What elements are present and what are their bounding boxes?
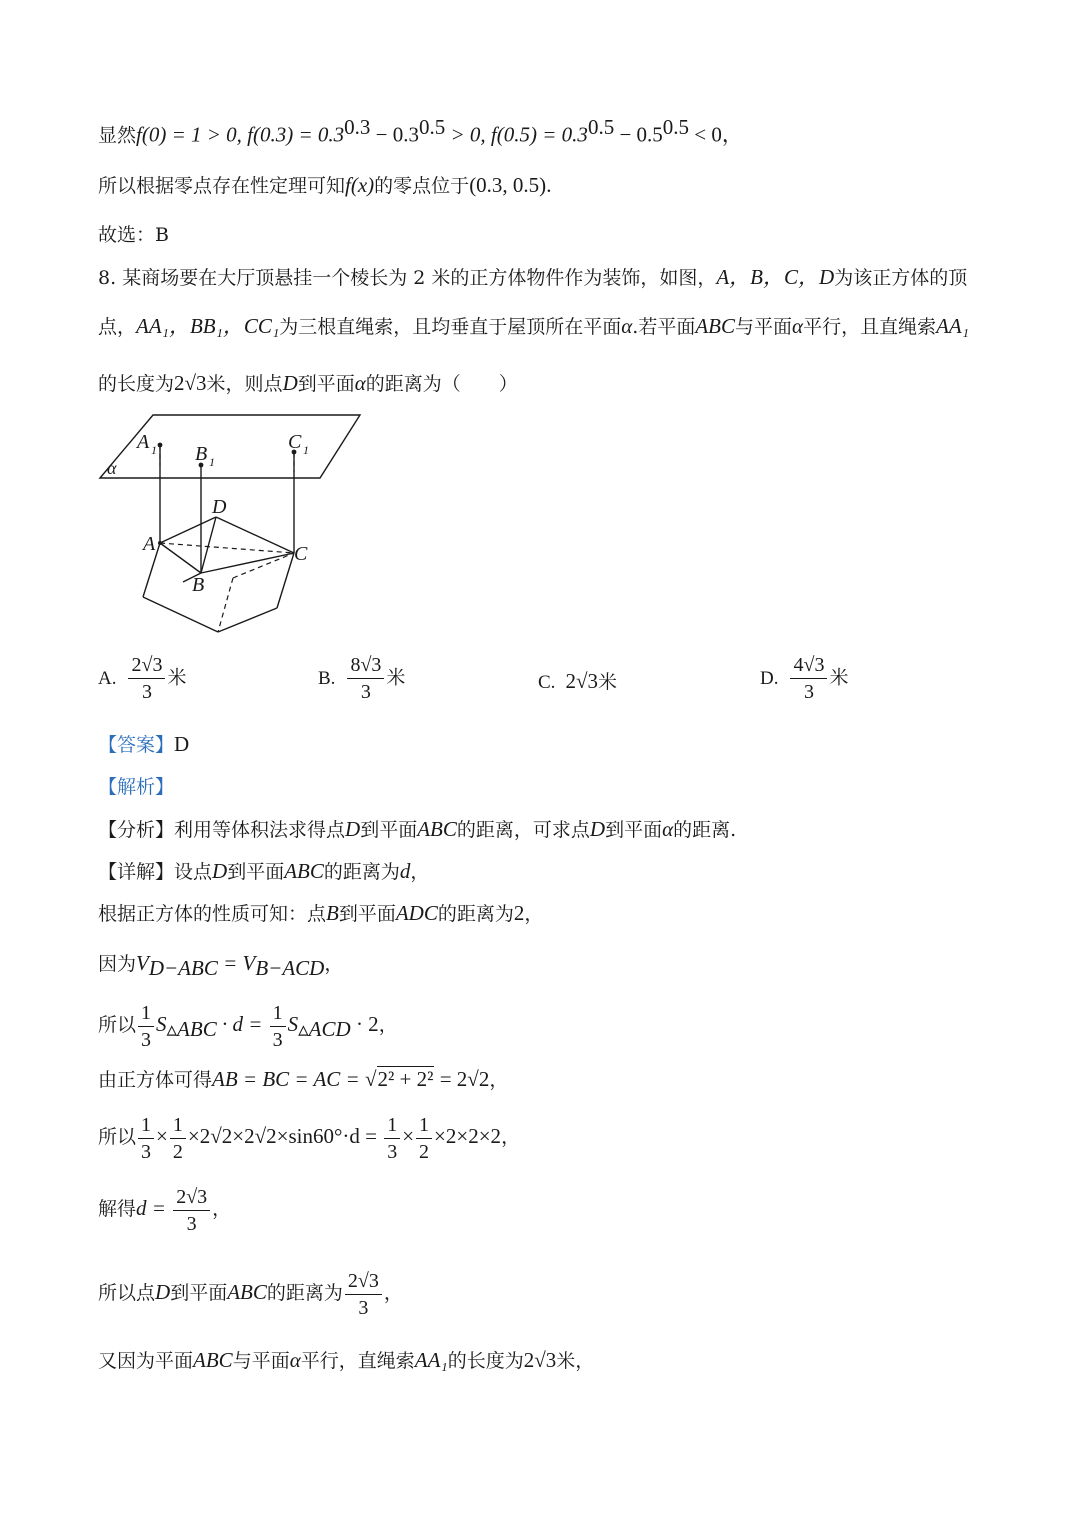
text: 的长度为 <box>447 1350 524 1372</box>
math-var: ADC <box>395 901 438 925</box>
math-expr: = 2√2 <box>434 1067 490 1091</box>
text: 的距离. <box>673 819 737 841</box>
math-expr: AB = BC = AC = <box>212 1067 365 1091</box>
xiangjie-tag: 【详解】 <box>98 861 175 883</box>
text: 米， <box>556 1350 595 1372</box>
math-var: B <box>326 901 339 925</box>
math-expr: − 0.3 <box>370 122 420 147</box>
text: ， <box>410 861 430 883</box>
math-var: α <box>792 314 804 338</box>
option-value: 2√3 <box>565 669 598 693</box>
math-expr: > 0, f(0.5) = 0.3 <box>445 122 588 147</box>
text: 到平面 <box>170 1282 228 1304</box>
step-1 <box>98 898 543 929</box>
radicand: 2² + 2² <box>377 1067 434 1091</box>
math-var: D <box>282 371 298 395</box>
question-line-1 <box>98 262 967 293</box>
denominator: 3 <box>803 681 814 703</box>
label-alpha: α <box>107 458 117 478</box>
text: 所以 <box>98 1126 137 1148</box>
text: 的零点位于 <box>374 175 470 197</box>
denominator: 3 <box>358 1296 369 1319</box>
text: 因为 <box>98 953 137 975</box>
answer-tag: 【答案】 <box>98 734 175 756</box>
label-b1: B <box>195 443 208 465</box>
math-var: α <box>289 1348 301 1372</box>
math-expr: · 2 <box>350 1012 379 1036</box>
option-value <box>790 652 827 705</box>
step-6 <box>98 1178 231 1239</box>
option-unit: 米 <box>386 666 406 689</box>
label-c1-sub: 1 <box>303 443 309 457</box>
numerator: 1 <box>270 1000 286 1027</box>
fraction <box>138 1000 154 1053</box>
numerator: 4√3 <box>790 652 827 679</box>
math-var: ABC <box>417 817 457 841</box>
text: ， <box>501 1126 521 1148</box>
math-var: ABC <box>284 859 324 883</box>
text: 所以 <box>98 1014 137 1036</box>
denominator: 3 <box>141 1140 152 1163</box>
text: ， <box>489 1069 509 1091</box>
edge-bottom-right <box>218 608 277 632</box>
label-c1: C <box>288 431 302 453</box>
text: 的距离为 <box>437 903 514 925</box>
label-c: C <box>294 543 308 565</box>
fenxi-tag: 【分析】 <box>98 819 175 841</box>
numerator: 8√3 <box>347 652 384 679</box>
math-expr: f(x) <box>345 173 375 197</box>
step-8 <box>98 1345 594 1376</box>
math-var: α <box>662 817 674 841</box>
edge-ab <box>160 543 201 573</box>
numerator: 1 <box>138 1000 154 1027</box>
numerator: 1 <box>170 1112 186 1139</box>
math-value: 2√3 <box>174 371 207 395</box>
question-line-2 <box>98 311 969 342</box>
proof-line-2 <box>98 170 551 201</box>
label-a1-sub: 1 <box>151 443 157 457</box>
text: 的长度为 <box>98 373 175 395</box>
text: 点， <box>98 316 137 338</box>
text: ， <box>383 1282 403 1304</box>
math-var: AA₁ <box>414 1348 448 1372</box>
math-expr: f(0) = 1 > 0, f(0.3) = 0.3 <box>136 122 345 147</box>
option-unit: 米 <box>597 671 617 693</box>
option-label: D. <box>760 667 779 689</box>
exponent: 0.5 <box>662 115 690 139</box>
exponent: 0.5 <box>419 115 446 139</box>
text: ， <box>378 1014 398 1036</box>
math-expr: − 0.5 <box>614 122 663 147</box>
math-vars: A，B，C，D <box>716 265 835 289</box>
hidden-center-c <box>233 553 294 578</box>
math-var: D <box>155 1280 171 1304</box>
text: 到平面 <box>360 819 418 841</box>
text: 由正方体可得 <box>98 1069 213 1091</box>
text: 所以根据零点存在性定理可知 <box>98 175 346 197</box>
text: 平行，且直绳索 <box>803 316 937 338</box>
math-var: ABC <box>193 1348 233 1372</box>
text: .若平面 <box>632 316 696 338</box>
text: 与平面 <box>735 316 793 338</box>
question-number: 8. <box>98 267 117 289</box>
fraction <box>270 1000 286 1053</box>
proof-line-1 <box>98 112 743 150</box>
numerator: 1 <box>416 1112 432 1139</box>
numerator: 2√3 <box>128 652 165 679</box>
math-expr: = V <box>217 951 256 975</box>
math-expr: · d = <box>216 1012 268 1036</box>
denominator: 3 <box>360 681 371 703</box>
edge-c-down <box>277 553 294 608</box>
denominator: 2 <box>419 1140 430 1163</box>
step-7 <box>98 1262 403 1323</box>
answer-value: D <box>174 732 190 756</box>
answer-line <box>98 729 189 760</box>
edge-ad <box>160 517 216 543</box>
math-var: D <box>345 817 361 841</box>
text: 与平面 <box>232 1350 290 1372</box>
numerator: 2√3 <box>173 1184 210 1211</box>
fraction <box>416 1112 432 1165</box>
analysis-tag: 【解析】 <box>98 776 175 798</box>
label-a1: A <box>137 431 150 453</box>
text: 又因为平面 <box>98 1350 194 1372</box>
math-var: AA₁ <box>936 314 970 338</box>
hidden-ac <box>160 543 294 553</box>
math-expr: < 0， <box>689 122 743 147</box>
fraction <box>138 1112 154 1165</box>
text: 利用等体积法求得点 <box>174 819 346 841</box>
exponent: 0.3 <box>344 115 371 139</box>
numerator: 1 <box>138 1112 154 1139</box>
edge-bottom-left <box>143 597 218 632</box>
option-label: B. <box>318 667 336 689</box>
xiangjie-line <box>98 856 429 887</box>
text: 某商场要在大厅顶悬挂一个棱长为 2 米的正方体物件作为装饰，如图， <box>122 267 717 289</box>
math-expr: ×2√2×2√2×sin60°·d = <box>187 1124 383 1148</box>
hidden-center-down <box>218 578 233 632</box>
math-var: ABC <box>695 314 736 338</box>
option-unit: 米 <box>167 666 187 689</box>
edge-db <box>201 517 216 573</box>
step-5: 所以 $\frac{1}{3}$ × $\frac{1}{2}$ ×2√2×2√2×sin60°·d = $\frac{1}{3}$ × $\frac{1}{2}$ ×2×2×2， <box>98 1113 521 1163</box>
text: 的距离为 <box>266 1282 343 1304</box>
text: 到平面 <box>297 373 355 395</box>
text: 根据正方体的性质可知：点 <box>98 903 327 925</box>
denominator: 3 <box>272 1028 283 1051</box>
text: 平行，直绳索 <box>300 1350 415 1372</box>
point-a1 <box>158 443 163 448</box>
option-value <box>128 652 165 705</box>
denominator: 2 <box>172 1140 183 1163</box>
fraction <box>345 1268 382 1321</box>
text: 到平面 <box>338 903 396 925</box>
text: 设点 <box>174 861 213 883</box>
step-2 <box>98 948 343 983</box>
option-unit: 米 <box>829 666 849 689</box>
denominator: 3 <box>186 1212 197 1235</box>
point-a <box>158 541 162 545</box>
math-var: α <box>354 371 366 395</box>
fraction <box>384 1112 400 1165</box>
text: ， <box>324 953 344 975</box>
cube-figure <box>95 410 370 640</box>
fraction <box>170 1112 186 1165</box>
text: 为该正方体的顶 <box>834 267 968 289</box>
option-d[interactable] <box>760 652 848 705</box>
math-value: 2√3 <box>523 1348 557 1372</box>
label-b1-sub: 1 <box>209 455 215 469</box>
question-line-3 <box>98 368 518 399</box>
text: 显然 <box>98 124 137 147</box>
math-var: D <box>589 817 606 841</box>
fraction <box>173 1184 210 1237</box>
option-c[interactable] <box>538 667 617 694</box>
math-var: S <box>156 1012 167 1036</box>
step-3 <box>98 994 398 1059</box>
math-expr: d = <box>136 1196 172 1220</box>
numerator: 1 <box>384 1112 400 1139</box>
option-b[interactable] <box>318 652 405 705</box>
denominator: 3 <box>141 1028 152 1051</box>
math-var: D <box>212 859 228 883</box>
text: 到平面 <box>605 819 663 841</box>
text: ， <box>212 1198 232 1220</box>
math-vars: AA₁，BB₁，CC₁ <box>136 314 280 338</box>
math-expr: ×2×2×2 <box>434 1124 502 1148</box>
subscript: D−ABC <box>148 955 218 980</box>
interval: (0.3, 0.5) <box>469 173 547 197</box>
text: ， <box>524 903 544 925</box>
text: 到平面 <box>227 861 285 883</box>
option-value <box>347 652 384 705</box>
math-value: 2 <box>513 901 525 925</box>
denominator: 3 <box>141 681 152 703</box>
subscript: B−ACD <box>255 955 325 980</box>
text: 为三根直绳索，且均垂直于屋顶所在平面 <box>279 316 622 338</box>
label-d: D <box>212 496 227 518</box>
text: . <box>546 173 552 197</box>
math-var: S <box>287 1012 299 1036</box>
step-4: 由正方体可得AB = BC = AC = √2² + 2² = 2√2， <box>98 1067 509 1091</box>
fenxi-line <box>98 814 736 845</box>
math-var: d <box>399 859 411 883</box>
text: 解得 <box>98 1198 137 1220</box>
math-var: ABC <box>227 1280 267 1304</box>
numerator: 2√3 <box>345 1268 382 1295</box>
text: 所以点 <box>98 1282 156 1304</box>
exponent: 0.5 <box>587 115 615 139</box>
option-label: A. <box>98 667 117 689</box>
math-expr: V <box>136 951 149 975</box>
subscript: ▵ABC <box>166 1016 217 1041</box>
text: 的距离为 <box>323 861 400 883</box>
label-a: A <box>143 533 156 555</box>
label-b: B <box>192 574 205 596</box>
denominator: 3 <box>387 1140 398 1163</box>
edge-bc <box>201 553 294 573</box>
subscript: ▵ACD <box>298 1016 351 1041</box>
text: 的距离为（ ） <box>365 373 518 395</box>
option-a[interactable] <box>98 652 186 705</box>
choice-line: 故选：B <box>98 224 169 246</box>
text: 米，则点 <box>206 373 283 395</box>
option-label: C. <box>538 672 556 693</box>
text: 的距离，可求点 <box>456 819 590 841</box>
math-var: α <box>621 314 633 338</box>
